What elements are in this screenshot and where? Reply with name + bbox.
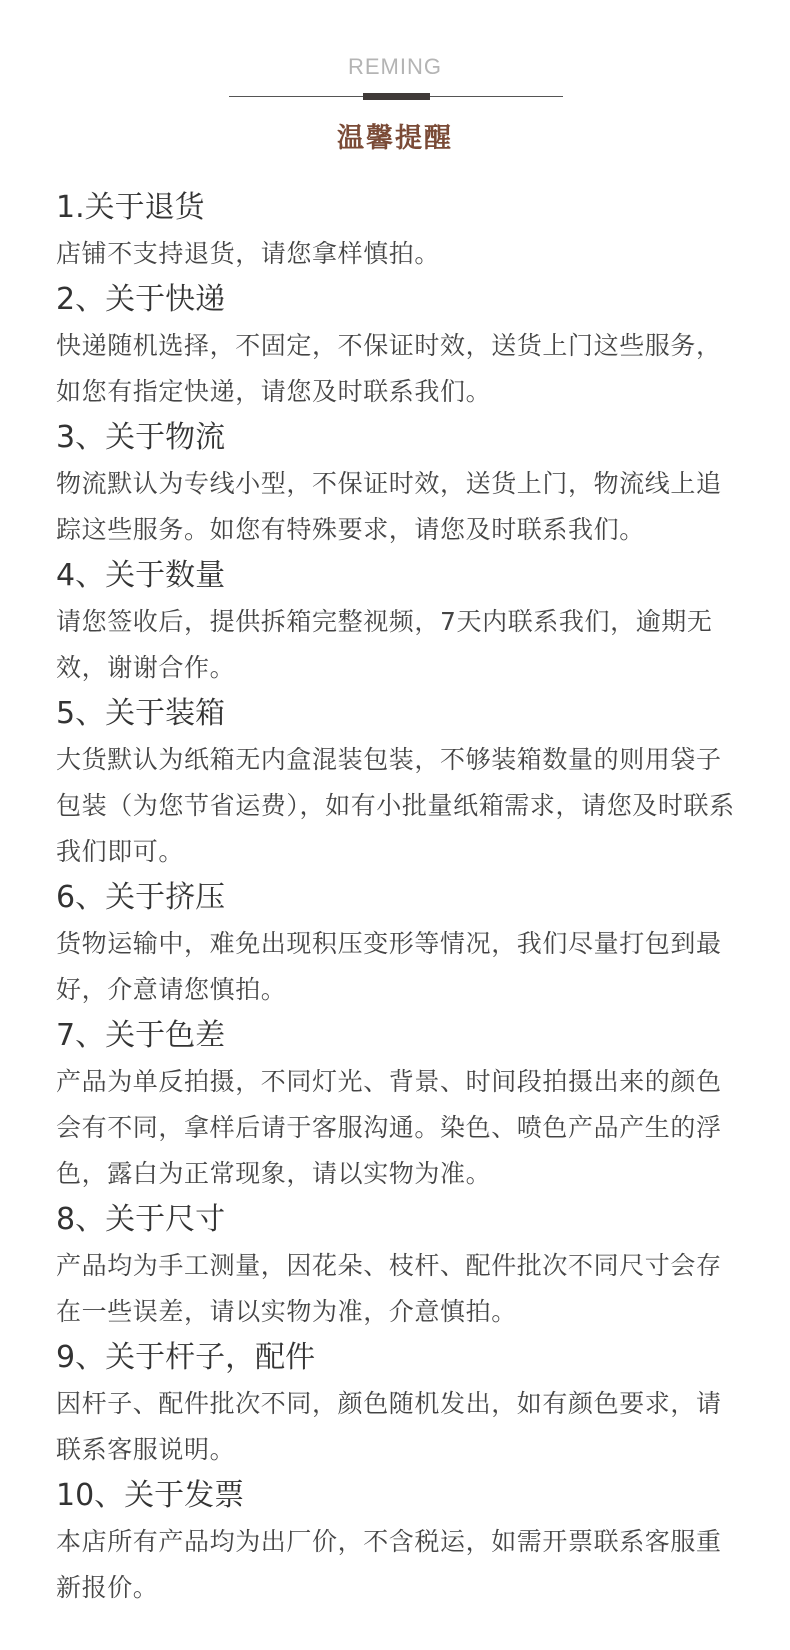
notice-item-text: 大货默认为纸箱无内盒混装包装，不够装箱数量的则用袋子包装（为您节省运费），如有小批量纸箱需求，请您及时联系我们即可。	[56, 745, 735, 866]
notice-item-text: 店铺不支持退货，请您拿样慎拍。	[56, 239, 441, 268]
notice-item-quantity	[56, 553, 746, 691]
notice-item-text: 快递随机选择，不固定，不保证时效，送货上门这些服务，如您有指定快递，请您及时联系我们。	[56, 331, 722, 406]
header-divider-accent	[363, 93, 430, 100]
notice-item-stems	[56, 1335, 746, 1473]
notice-item-title: 6、关于挤压	[56, 880, 226, 915]
notice-item-title: 7、关于色差	[56, 1018, 226, 1053]
notice-item-returns	[56, 185, 746, 277]
notice-item-title: 10、关于发票	[56, 1478, 245, 1513]
notice-item-express	[56, 277, 746, 415]
notice-item-text: 产品为单反拍摄，不同灯光、背景、时间段拍摄出来的颜色会有不同，拿样后请于客服沟通。染色、喷色产品产生的浮色，露白为正常现象，请以实物为准。	[56, 1067, 722, 1188]
page-title: 温馨提醒	[337, 123, 453, 154]
notice-item-title: 4、关于数量	[56, 558, 226, 593]
notice-item-title: 2、关于快递	[56, 282, 226, 317]
notice-header	[0, 0, 790, 160]
notice-item-title: 9、关于杆子，配件	[56, 1340, 316, 1375]
notice-item-packing	[56, 691, 746, 875]
notice-item-color	[56, 1013, 746, 1197]
notice-item-text: 请您签收后，提供拆箱完整视频，7天内联系我们，逾期无效，谢谢合作。	[56, 607, 713, 682]
notice-item-text: 本店所有产品均为出厂价，不含税运，如需开票联系客服重新报价。	[56, 1527, 722, 1602]
notice-item-invoice	[56, 1473, 746, 1611]
notice-item-size	[56, 1197, 746, 1335]
notice-item-crushing	[56, 875, 746, 1013]
notice-list	[56, 185, 746, 1611]
brand-label: REMING	[348, 54, 442, 79]
notice-item-text: 货物运输中，难免出现积压变形等情况，我们尽量打包到最好，介意请您慎拍。	[56, 929, 722, 1004]
notice-item-title: 3、关于物流	[56, 420, 226, 455]
notice-item-title: 1.关于退货	[56, 190, 205, 225]
notice-item-text: 产品均为手工测量，因花朵、枝杆、配件批次不同尺寸会存在一些误差，请以实物为准，介意慎拍。	[56, 1251, 722, 1326]
notice-item-title: 5、关于装箱	[56, 696, 226, 731]
notice-item-text: 因杆子、配件批次不同，颜色随机发出，如有颜色要求，请联系客服说明。	[56, 1389, 722, 1464]
notice-item-title: 8、关于尺寸	[56, 1202, 226, 1237]
notice-item-logistics	[56, 415, 746, 553]
notice-item-text: 物流默认为专线小型，不保证时效，送货上门，物流线上追踪这些服务。如您有特殊要求，请您及时联系我们。	[56, 469, 722, 544]
